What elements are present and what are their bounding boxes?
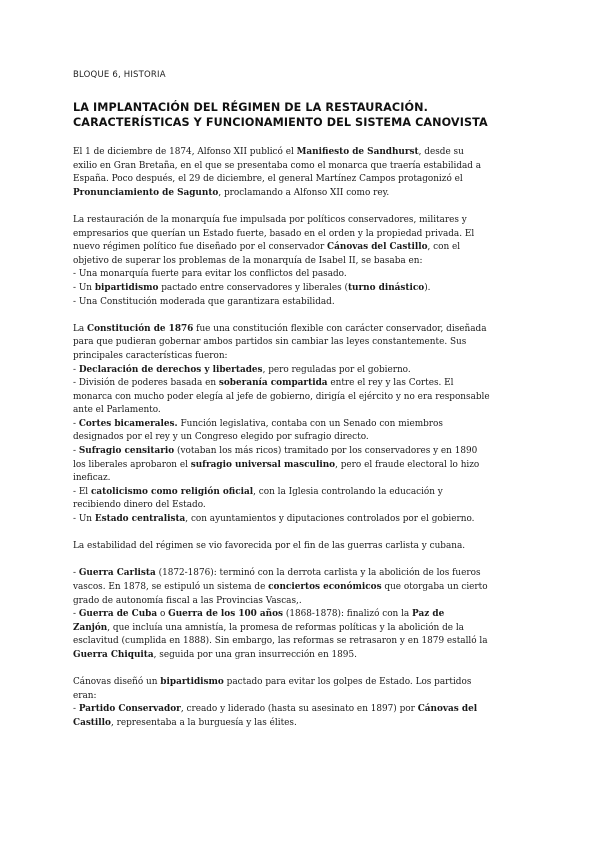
text-run: (1868-1878): finalizó con la <box>283 609 413 620</box>
paragraph <box>73 214 538 309</box>
text-run: (1872-1876): terminó con la derrota carlista y la abolición de los fueros <box>155 568 481 579</box>
text-run: monarca con mucho poder elegía al jefe de gobierno, dirigía el ejército y no era responsable <box>73 391 490 402</box>
bold-term: Paz de <box>412 609 445 620</box>
text-line <box>73 581 538 595</box>
text-run: objetivo de superar los problemas de la monarquía de Isabel II, se basaba en: <box>73 255 423 266</box>
text-line <box>73 173 538 187</box>
text-run: designados por el rey y un Congreso elegido por sufragio directo. <box>73 432 369 443</box>
bold-term: bipartidismo <box>160 677 224 688</box>
text-line <box>73 499 538 513</box>
document-header: BLOQUE 6, HISTORIA <box>73 70 166 80</box>
text-run: los liberales aprobaron el <box>73 459 191 470</box>
bold-term: Guerra Chiquita <box>73 649 154 660</box>
bold-term: sufragio universal masculino <box>190 459 336 470</box>
bold-term: soberanía compartida <box>218 378 328 389</box>
text-run: El 1 de diciembre de 1874, Alfonso XII publicó el <box>73 147 297 157</box>
text-line <box>73 404 538 418</box>
text-line <box>73 622 538 636</box>
paragraph <box>73 540 538 554</box>
text-run: España. Poco después, el 29 de diciembre, el general Martínez Campos protagonizó el <box>73 174 463 185</box>
bold-term: Partido Conservador <box>78 704 181 715</box>
text-line <box>73 391 538 405</box>
bold-term: Estado centralista <box>94 514 186 525</box>
text-line <box>73 513 538 527</box>
text-run: eran: <box>73 690 97 701</box>
text-run: , con la Iglesia controlando la educación y <box>253 486 443 497</box>
text-run: , creado y liderado (hasta su asesinato en 1897) por <box>180 704 418 715</box>
text-line <box>73 608 538 622</box>
title-line: LA IMPLANTACIÓN DEL RÉGIMEN DE LA RESTAURACIÓN. <box>73 101 428 114</box>
paragraph <box>73 567 538 662</box>
bold-term: turno dinástico <box>347 282 425 293</box>
text-run: ineficaz. <box>73 473 111 484</box>
text-line <box>73 472 538 486</box>
text-run: nuevo régimen político fue diseñado por el conservador <box>73 242 328 253</box>
text-line <box>73 649 538 663</box>
text-line <box>73 255 538 269</box>
text-run: fue una constitución flexible con carácter conservador, diseñada <box>193 323 487 334</box>
text-run: pactado para evitar los golpes de Estado. Los partidos <box>223 677 472 688</box>
text-line <box>73 486 538 500</box>
text-run: - <box>73 609 79 620</box>
text-run: recibiendo dinero del Estado. <box>73 500 206 511</box>
text-run: entre el rey y las Cortes. El <box>327 378 454 389</box>
bold-term: Declaración de derechos y libertades <box>78 364 263 375</box>
text-run: La estabilidad del régimen se vio favorecida por el fin de las guerras carlista y cubana. <box>73 541 466 552</box>
bold-term: conciertos económicos <box>268 582 382 592</box>
text-line <box>73 323 538 337</box>
bold-term: Castillo <box>73 717 111 728</box>
paragraph <box>73 146 538 200</box>
text-run: , que incluía una amnistía, la promesa de reformas políticas y la abolición de la <box>107 622 464 633</box>
text-run: - Una Constitución moderada que garantizara estabilidad. <box>73 296 335 307</box>
bold-term: Manifiesto de Sandhurst <box>296 147 419 157</box>
text-line <box>73 540 538 554</box>
bold-term: Cortes bicamerales. <box>78 418 178 429</box>
text-line <box>73 690 538 704</box>
text-line <box>73 377 538 391</box>
bold-term: Cánovas del <box>417 704 478 715</box>
text-line <box>73 282 538 296</box>
text-run: ante el Parlamento. <box>73 405 161 416</box>
text-run: , pero el fraude electoral lo hizo <box>335 459 480 470</box>
bold-term: Zanjón <box>73 622 108 633</box>
text-line <box>73 241 538 255</box>
text-run: pactado entre conservadores y liberales ( <box>158 282 348 293</box>
text-run: vascos. En 1878, se estipuló un sistema de <box>73 582 269 592</box>
text-run: , con el <box>427 242 461 253</box>
text-run: - El <box>73 486 91 497</box>
title-line: CARACTERÍSTICAS Y FUNCIONAMIENTO DEL SISTEMA CANOVISTA <box>73 116 488 129</box>
bold-term: Pronunciamiento de Sagunto <box>73 187 219 198</box>
text-line <box>73 459 538 473</box>
text-run: - División de poderes basada en <box>73 378 219 389</box>
text-run: - Un <box>73 282 95 293</box>
text-run: La restauración de la monarquía fue impulsada por políticos conservadores, militares y <box>73 214 467 225</box>
text-run: - <box>73 704 79 715</box>
bold-term: Sufragio censitario <box>78 446 175 457</box>
text-run: Función legislativa, contaba con un Senado con miembros <box>177 418 443 429</box>
text-line <box>73 296 538 310</box>
text-run: - Una monarquía fuerte para evitar los conflictos del pasado. <box>73 269 347 280</box>
paragraph <box>73 323 538 527</box>
text-line <box>73 567 538 581</box>
document-body <box>73 146 538 731</box>
text-run: grado de autonomía fiscal a las Provincias Vascas,. <box>73 595 302 606</box>
text-run: , con ayuntamientos y diputaciones controlados por el gobierno. <box>185 514 475 525</box>
text-line <box>73 146 538 160</box>
text-line <box>73 350 538 364</box>
text-run: , desde su <box>418 147 464 157</box>
text-run: - <box>73 418 79 429</box>
text-run: ). <box>424 282 431 293</box>
text-line <box>73 431 538 445</box>
text-line <box>73 364 538 378</box>
text-run: , seguida por una gran insurrección en 1895. <box>153 649 357 660</box>
text-line <box>73 228 538 242</box>
text-line <box>73 160 538 174</box>
bold-term: Guerra Carlista <box>78 568 156 579</box>
bold-term: bipartidismo <box>94 282 159 293</box>
text-run: Cánovas diseñó un <box>73 677 161 688</box>
bold-term: catolicismo como religión oficial <box>90 486 254 497</box>
text-run: esclavitud (cumplida en 1888). Sin embargo, las reformas se retrasaron y en 1879 estalló la <box>73 636 488 647</box>
text-run: exilio en Gran Bretaña, en el que se presentaba como el monarca que traería estabilidad a <box>73 160 482 171</box>
bold-term: Guerra de Cuba <box>78 609 158 620</box>
text-run: - <box>73 364 79 375</box>
text-run: , proclamando a Alfonso XII como rey. <box>218 187 390 198</box>
bold-term: Guerra de los 100 años <box>168 609 284 620</box>
text-run: o <box>157 609 169 620</box>
text-line <box>73 214 538 228</box>
text-line <box>73 676 538 690</box>
text-line <box>73 635 538 649</box>
text-line <box>73 187 538 201</box>
text-line <box>73 445 538 459</box>
paragraph <box>73 676 538 730</box>
text-run: principales características fueron: <box>73 350 228 361</box>
text-line <box>73 268 538 282</box>
text-run: , representaba a la burguesía y las élites. <box>110 717 297 728</box>
bold-term: Constitución de 1876 <box>87 323 194 334</box>
document-title <box>73 100 538 130</box>
text-run: - <box>73 446 79 457</box>
text-run: empresarios que querían un Estado fuerte, basado en el orden y la propiedad privada. El <box>73 228 475 239</box>
text-run: (votaban los más ricos) tramitado por los conservadores y en 1890 <box>174 446 478 457</box>
text-run: que otorgaba un cierto <box>381 582 488 592</box>
text-run: La <box>73 323 88 334</box>
text-line <box>73 418 538 432</box>
bold-term: Cánovas del Castillo <box>327 242 428 253</box>
text-line <box>73 336 538 350</box>
text-run: , pero reguladas por el gobierno. <box>262 364 411 375</box>
text-line <box>73 717 538 731</box>
text-line <box>73 703 538 717</box>
text-run: para que pudieran gobernar ambos partidos sin cambiar las leyes constantemente. Sus <box>73 337 467 348</box>
text-line <box>73 595 538 609</box>
text-run: - <box>73 568 79 579</box>
text-run: - Un <box>73 514 95 525</box>
